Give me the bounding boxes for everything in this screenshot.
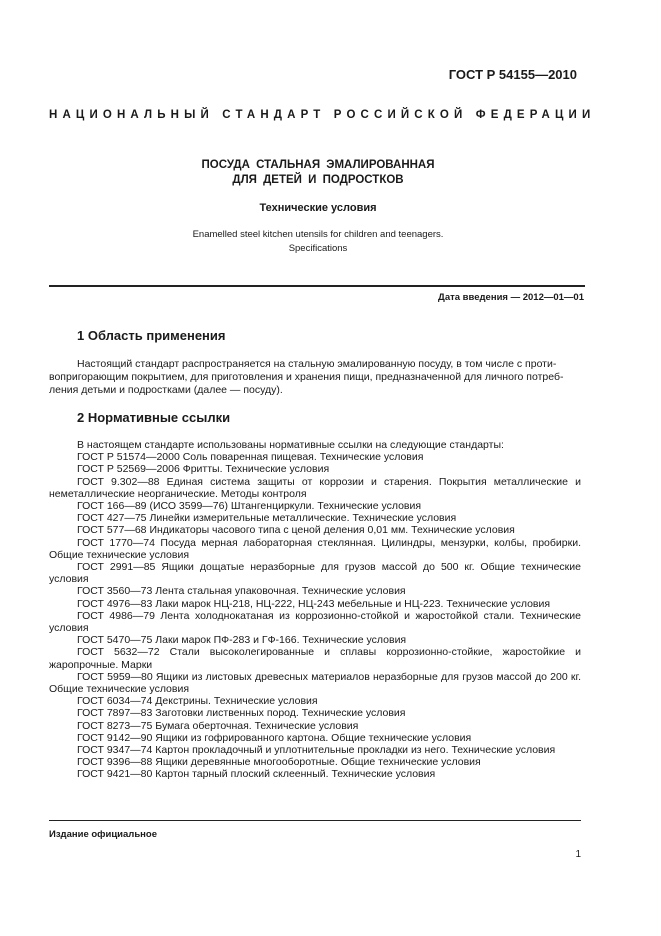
reference-item: ГОСТ Р 51574—2000 Соль поваренная пищевая. Технические условия bbox=[77, 451, 424, 464]
reference-item: ГОСТ 577—68 Индикаторы часового типа с ценой деления 0,01 мм. Технические условия bbox=[77, 524, 515, 537]
english-title-line-2: Specifications bbox=[288, 243, 348, 254]
reference-item: ГОСТ 3560—73 Лента стальная упаковочная. Технические условия bbox=[77, 585, 406, 598]
reference-item: ГОСТ 9396—88 Ящики деревянные многооборотные. Общие технические условия bbox=[77, 756, 481, 769]
reference-item: ГОСТ 4986—79 Лента холоднокатаная из коррозионно-стойкой и жаростойкой стали. Технические условия bbox=[49, 609, 581, 635]
section-1-line-1: Настоящий стандарт распространяется на стальную эмалированную посуду, в том числе с проти- bbox=[77, 358, 557, 370]
title-subtitle: Технические условия bbox=[259, 202, 377, 214]
section-1-heading: 1 Область применения bbox=[77, 328, 226, 343]
reference-item: ГОСТ 5470—75 Лаки марок ПФ-283 и ГФ-166. Технические условия bbox=[77, 634, 407, 647]
english-title bbox=[49, 228, 587, 256]
page-number: 1 bbox=[575, 849, 581, 860]
reference-item: ГОСТ 1770—74 Посуда мерная лабораторная стеклянная. Цилиндры, мензурки, колбы, пробирки. Общие технические условия bbox=[49, 536, 581, 561]
section-1-paragraph bbox=[49, 358, 581, 397]
title-line-1: ПОСУДА СТАЛЬНАЯ ЭМАЛИРОВАННАЯ bbox=[201, 159, 435, 171]
reference-item: ГОСТ 7897—83 Заготовки лиственных пород. Технические условия bbox=[77, 707, 406, 720]
title-block bbox=[49, 158, 587, 256]
reference-item: ГОСТ 5959—80 Ящики из листовых древесных материалов неразборные для грузов массой до 200 кг. Общие технические условия bbox=[49, 670, 581, 696]
reference-item: ГОСТ 166—89 (ИСО 3599—76) Штангенциркули. Технические условия bbox=[77, 500, 422, 513]
english-title-line-1: Enamelled steel kitchen utensils for children and teenagers. bbox=[192, 229, 444, 240]
reference-item: ГОСТ 9421—80 Картон тарный плоский склеенный. Технические условия bbox=[77, 768, 436, 781]
section-1-line-2: вопригорающим покрытием, для приготовления и хранения пищи, предназначенной для личного потреб- bbox=[49, 371, 564, 383]
reference-item: ГОСТ 4976—83 Лаки марок НЦ-218, НЦ-222, НЦ-243 мебельные и НЦ-223. Технические условия bbox=[77, 597, 551, 610]
reference-item: ГОСТ 6034—74 Декстрины. Технические условия bbox=[77, 695, 318, 708]
header-divider bbox=[49, 285, 585, 287]
reference-item: ГОСТ 9142—90 Ящики из гофрированного картона. Общие технические условия bbox=[77, 731, 472, 744]
reference-item: ГОСТ 9.302—88 Единая система защиты от коррозии и старения. Покрытия металлические и неметаллические неорганические. Методы контроля bbox=[49, 475, 581, 500]
section-1-line-3: ления детьми и подростками (далее — посуду). bbox=[49, 384, 283, 396]
introduction-date: Дата введения — 2012—01—01 bbox=[438, 292, 584, 303]
document-number: ГОСТ Р 54155—2010 bbox=[448, 67, 577, 82]
reference-item: ГОСТ 8273—75 Бумага оберточная. Технические условия bbox=[77, 719, 359, 732]
reference-item: ГОСТ 2991—85 Ящики дощатые неразборные для грузов массой до 500 кг. Общие технические условия bbox=[49, 561, 581, 586]
reference-item: ГОСТ 5632—72 Стали высоколегированные и сплавы коррозионно-стойкие, жаростойкие и жаропрочные. Марки bbox=[49, 646, 581, 671]
title-line-2: ДЛЯ ДЕТЕЙ И ПОДРОСТКОВ bbox=[232, 174, 404, 186]
footer-divider bbox=[49, 820, 581, 821]
reference-item: ГОСТ Р 52569—2006 Фритты. Технические условия bbox=[77, 463, 330, 476]
official-edition-label: Издание официальное bbox=[49, 829, 157, 840]
references-intro: В настоящем стандарте использованы нормативные ссылки на следующие стандарты: bbox=[77, 439, 504, 451]
reference-item: ГОСТ 427—75 Линейки измерительные металлические. Технические условия bbox=[77, 512, 457, 525]
normative-references-list bbox=[49, 439, 581, 781]
national-standard-banner: НАЦИОНАЛЬНЫЙ СТАНДАРТ РОССИЙСКОЙ ФЕДЕРАЦИИ bbox=[49, 109, 596, 121]
section-2-heading: 2 Нормативные ссылки bbox=[77, 410, 231, 425]
reference-item: ГОСТ 9347—74 Картон прокладочный и уплотнительные прокладки из него. Технические условия bbox=[77, 744, 556, 757]
